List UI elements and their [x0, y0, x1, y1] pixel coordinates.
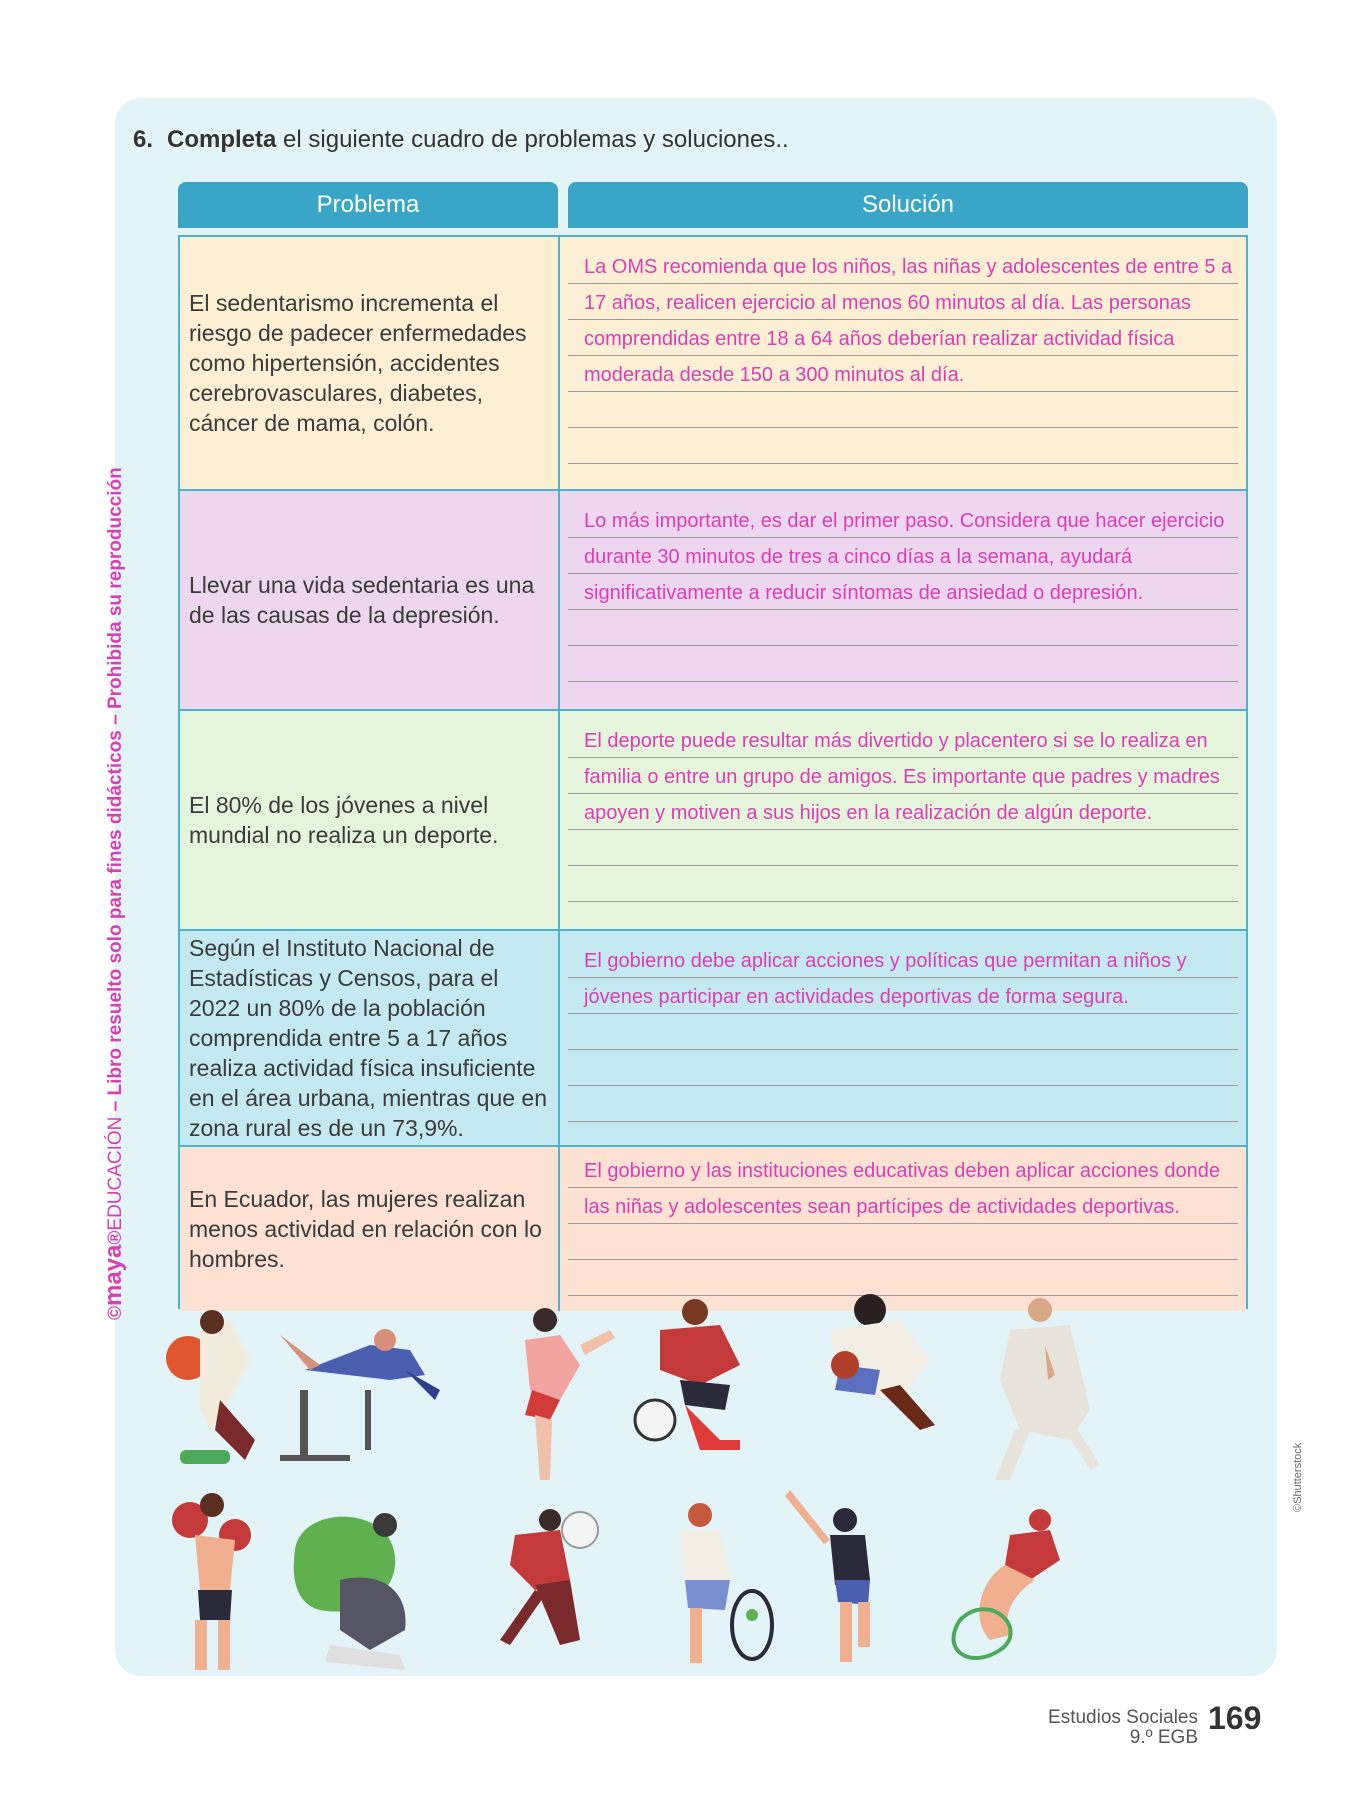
table-row	[180, 711, 1246, 931]
answer-line[interactable]: La OMS recomienda que los niños, las niñas y adolescentes de entre 5 a	[568, 247, 1238, 284]
problem-cell: En Ecuador, las mujeres realizan menos actividad en relación con lo hombres.	[180, 1147, 560, 1311]
answer-line[interactable]: 17 años, realicen ejercicio al menos 60 minutos al día. Las personas	[568, 283, 1238, 320]
tennis-player-figure	[680, 1503, 772, 1663]
answer-line[interactable]	[568, 1223, 1238, 1260]
page-number: 169	[1208, 1700, 1262, 1736]
copyright-symbol: ©	[105, 1306, 126, 1320]
soccer-player-figure	[635, 1299, 740, 1450]
answer-line[interactable]	[568, 609, 1238, 646]
copyright-notice	[100, 467, 128, 1320]
header-solution: Solución	[568, 182, 1248, 228]
registered-symbol: ®	[105, 1230, 126, 1245]
answer-line[interactable]	[568, 645, 1238, 682]
answer-line[interactable]: apoyen y motiven a sus hijos en la realización de algún deporte.	[568, 793, 1238, 830]
answer-line[interactable]: familia o entre un grupo de amigos. Es importante que padres y madres	[568, 757, 1238, 794]
problem-cell: Según el Instituto Nacional de Estadísticas y Censos, para el 2022 un 80% de la población comprendida entre 5 a 17 años realiza actividad física insuficiente en el área urbana, mientras que en zona rural es de un 73,9%.	[180, 931, 560, 1145]
instruction-verb: Completa	[167, 126, 277, 153]
solution-cell	[560, 711, 1246, 929]
solution-cell	[560, 237, 1246, 489]
answer-line[interactable]	[568, 427, 1238, 464]
answer-line[interactable]: las niñas y adolescentes sean partícipes de actividades deportivas.	[568, 1187, 1238, 1224]
boxer-figure	[172, 1493, 251, 1670]
answer-line[interactable]: El gobierno y las instituciones educativas deben aplicar acciones donde	[568, 1151, 1238, 1188]
basketball-player-figure	[166, 1310, 255, 1464]
problem-cell: El sedentarismo incrementa el riesgo de padecer enfermedades como hipertensión, accidentes cerebrovasculares, diabetes, cáncer de mama, colón.	[180, 237, 560, 489]
table-row	[180, 1147, 1246, 1311]
table-row	[180, 237, 1246, 491]
answer-line[interactable]: jóvenes participar en actividades deportivas de forma segura.	[568, 977, 1238, 1014]
answer-line[interactable]	[568, 829, 1238, 866]
solution-cell	[560, 931, 1246, 1145]
header-problem: Problema	[178, 182, 558, 228]
problems-solutions-table	[178, 235, 1248, 1309]
image-credit: ©Shutterstock	[1292, 1442, 1304, 1512]
subject-name: Estudios Sociales	[1048, 1707, 1198, 1728]
instruction-text: el siguiente cuadro de problemas y soluciones..	[276, 126, 789, 153]
solution-cell	[560, 1147, 1246, 1311]
hurdler-figure	[280, 1329, 440, 1461]
brand-edu: EDUCACIÓN	[105, 1116, 126, 1231]
gymnast-figure	[954, 1509, 1060, 1658]
answer-line[interactable]: El deporte puede resultar más divertido y placentero si se lo realiza en	[568, 721, 1238, 758]
table-row	[180, 491, 1246, 711]
grade-label: 9.º EGB	[1129, 1727, 1198, 1748]
skater-figure	[785, 1490, 870, 1662]
answer-line[interactable]	[568, 1085, 1238, 1122]
football-player-figure	[830, 1294, 935, 1430]
answer-line[interactable]	[568, 391, 1238, 428]
runner-figure	[525, 1308, 615, 1480]
athletes-illustration	[140, 1290, 1290, 1690]
answer-line[interactable]	[568, 865, 1238, 902]
answer-line[interactable]: El gobierno debe aplicar acciones y políticas que permitan a niños y	[568, 941, 1238, 978]
martial-artist-figure	[995, 1298, 1100, 1480]
answer-line[interactable]	[568, 1013, 1238, 1050]
answer-line[interactable]: moderada desde 150 a 300 minutos al día.	[568, 355, 1238, 392]
problem-cell: Llevar una vida sedentaria es una de las causas de la depresión.	[180, 491, 560, 709]
volleyball-player-figure	[500, 1509, 598, 1645]
cyclist-figure	[294, 1513, 406, 1670]
footer-subject	[1048, 1708, 1198, 1748]
answer-line[interactable]: significativamente a reducir síntomas de ansiedad o depresión.	[568, 573, 1238, 610]
answer-line[interactable]: Lo más importante, es dar el primer paso. Considera que hacer ejercicio	[568, 501, 1238, 538]
problem-cell: El 80% de los jóvenes a nivel mundial no realiza un deporte.	[180, 711, 560, 929]
brand-logo: maya	[100, 1244, 127, 1306]
instruction	[133, 126, 789, 154]
answer-line[interactable]: comprendidas entre 18 a 64 años deberían realizar actividad física	[568, 319, 1238, 356]
answer-line[interactable]	[568, 1049, 1238, 1086]
copyright-text: – Libro resuelto solo para fines didácticos – Prohibida su reproducción	[105, 467, 126, 1117]
instruction-number: 6.	[133, 126, 154, 153]
solution-cell	[560, 491, 1246, 709]
table-row	[180, 931, 1246, 1147]
answer-line[interactable]: durante 30 minutos de tres a cinco días a la semana, ayudará	[568, 537, 1238, 574]
